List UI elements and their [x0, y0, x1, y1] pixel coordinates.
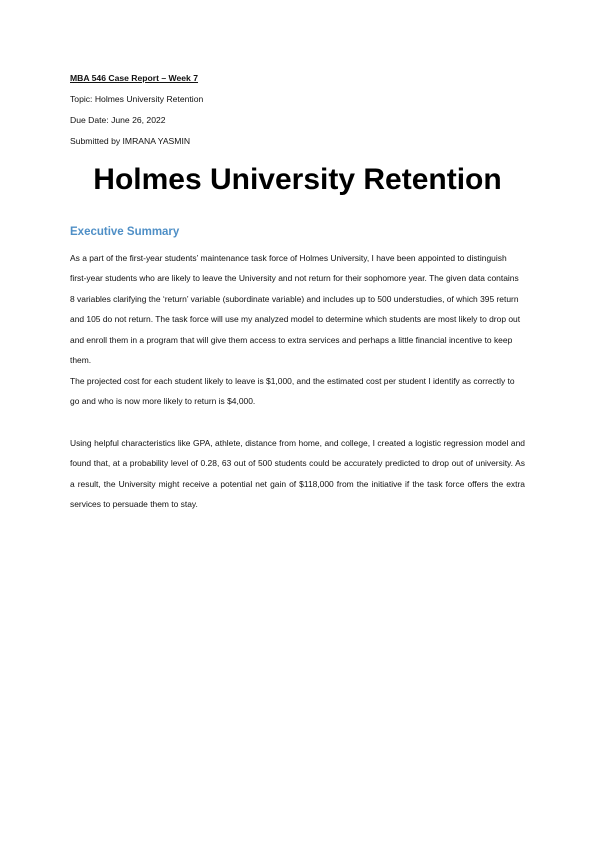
paragraph-intro: As a part of the first-year students’ maintenance task force of Holmes University, I have been appointed to distinguish first-year students who are likely to leave the University and not return for their sophomore year. The given data contains 8 variables clarifying the ‘return’ variable (subordinate variable) and includes up to 500 understudies, of which 395 return and 105 do not return. The task force will use my analyzed model to determine which students are most likely to drop out and enroll them in a program that will give them access to extra services and perhaps a little financial incentive to keep them.	[70, 253, 521, 366]
submitted-by-line: Submitted by IMRANA YASMIN	[70, 136, 191, 146]
course-line: MBA 546 Case Report – Week 7	[70, 73, 199, 83]
document-title: Holmes University Retention	[93, 163, 502, 196]
section-heading: Executive Summary	[70, 226, 180, 238]
paragraph-model: Using helpful characteristics like GPA, athlete, distance from home, and college, I created a logistic regression model and found that, at a probability level of 0.28, 63 out of 500 students could be accurately predicted to drop out of university. As a result, the University might receive a potential net gain of $118,000 from the initiative if the task force offers the extra services to persuade them to stay.	[70, 438, 525, 509]
paragraph-cost: The projected cost for each student likely to leave is $1,000, and the estimated cost per student I identify as correctly to go and who is now more likely to return is $4,000.	[70, 376, 515, 407]
due-date-line: Due Date: June 26, 2022	[70, 115, 166, 125]
topic-line: Topic: Holmes University Retention	[70, 94, 204, 104]
